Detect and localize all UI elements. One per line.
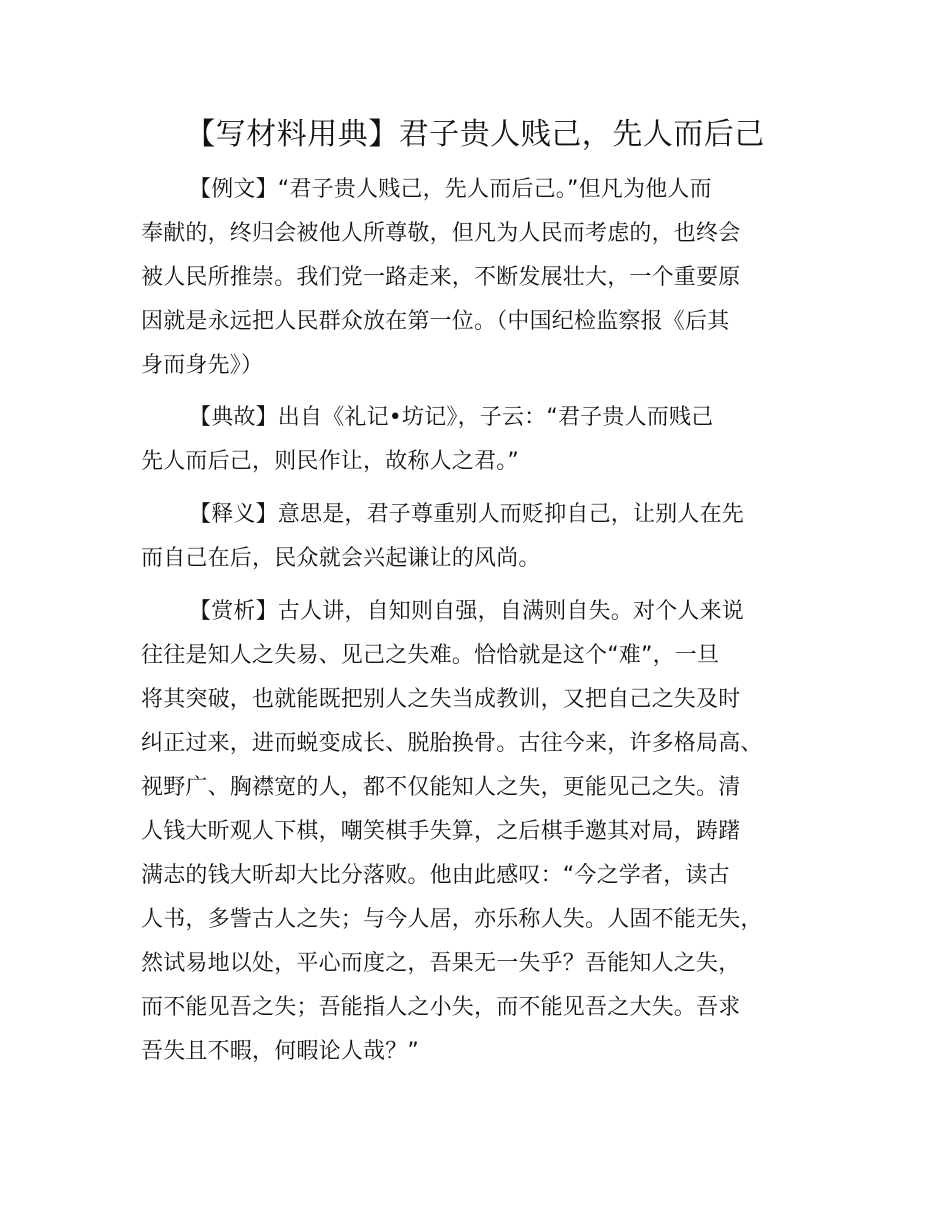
paragraph-example-text [141, 168, 831, 388]
paragraph-line: 人书，多訾古人之失；与今人居，亦乐称人失。人固不能无失， [141, 907, 763, 932]
paragraph-line: 视野广、胸襟宽的人，都不仅能知人之失，更能见己之失。清 [141, 775, 741, 800]
paragraph-line: 【例文】“君子贵人贱己，先人而后己。”但凡为他人而 [189, 177, 712, 202]
paragraph-line: 人钱大昕观人下棋，嘲笑棋手失算，之后棋手邀其对局，踌躇 [141, 819, 741, 844]
paragraph-line: 满志的钱大昕却大比分落败。他由此感叹：“今之学者，读古 [141, 863, 730, 888]
paragraph-allusion [141, 396, 831, 484]
paragraph-line: 往往是知人之失易、见己之失难。恰恰就是这个“难”，一旦 [141, 643, 720, 668]
paragraph-line: 将其突破，也就能既把别人之失当成教训，又把自己之失及时 [141, 687, 741, 712]
paragraph-appreciation [141, 590, 831, 1074]
paragraph-line: 纠正过来，进而蜕变成长、脱胎换骨。古往今来，许多格局高、 [141, 731, 763, 756]
paragraph-interpretation [141, 493, 831, 581]
paragraph-line: 身而身先》） [141, 353, 264, 378]
paragraph-line: 被人民所推崇。我们党一路走来，不断发展壮大，一个重要原 [141, 265, 741, 290]
paragraph-line: 【典故】出自《礼记•坊记》，子云：“君子贵人而贱己 [189, 405, 714, 430]
paragraph-line: 奉献的，终归会被他人所尊敬，但凡为人民而考虑的，也终会 [141, 221, 741, 246]
paragraph-line: 而不能见吾之失；吾能指人之小失，而不能见吾之大失。吾求 [141, 995, 741, 1020]
paragraph-line: 因就是永远把人民群众放在第一位。（中国纪检监察报《后其 [141, 309, 730, 334]
paragraph-line: 【释义】意思是，君子尊重别人而贬抑自己，让别人在先 [189, 502, 745, 527]
paragraph-line: 然试易地以处，平心而度之，吾果无一失乎？吾能知人之失， [141, 951, 741, 976]
paragraph-line: 【赏析】古人讲，自知则自强，自满则自失。对个人来说 [189, 599, 745, 624]
paragraph-line: 吾失且不暇，何暇论人哉？” [141, 1039, 419, 1064]
paragraph-line: 先人而后己，则民作让，故称人之君。” [141, 449, 519, 474]
paragraph-line: 而自己在后，民众就会兴起谦让的风尚。 [141, 546, 541, 571]
document-title: 【写材料用典】君子贵人贱己，先人而后己 [185, 117, 765, 152]
